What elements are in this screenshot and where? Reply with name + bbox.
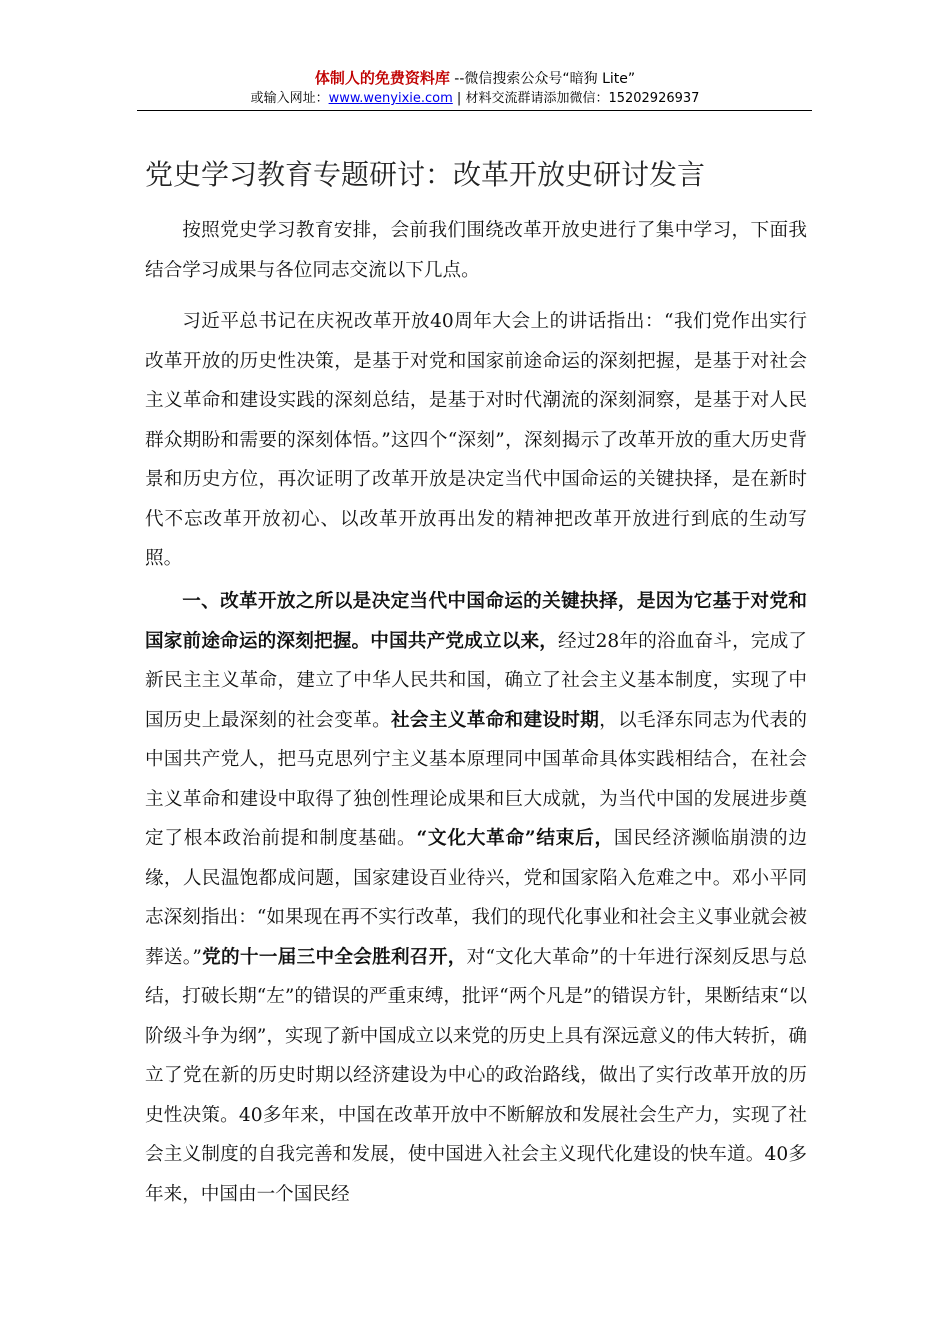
header-contact-line [0,90,950,108]
section-one-text-4: 对“文化大革命”的十年进行深刻反思与总结，打破长期“左”的错误的严重束缚，批评“两个凡是”的错误方针，果断结束“以阶级斗争为纲”，实现了新中国成立以来党的历史上具有深远意义的伟大转折，确立了党在新的历史时期以经济建设为中心的政治路线，做出了实行改革开放的历史性决策。40多年来，中国在改革开放中不断解放和发展社会生产力，实现了社会主义制度的自我完善和发展，使中国进入社会主义现代化建设的快车道。40多年来，中国由一个国民经 [145,946,807,1205]
paragraph-quote [145,302,807,579]
section-one-text-1: 经过28年的浴血奋斗，完成了新民主主义革命，建立了中华人民共和国，确立了社会主义基本制度，实现了中国历史上最深刻的社会变革。 [145,630,807,731]
header-website-link[interactable]: www.wenyixie.com [328,91,453,106]
section-one-lead-1: 中国共产党成立以来， [370,630,559,652]
document-title: 党史学习教育专题研讨：改革开放史研讨发言 [145,158,706,191]
header-banner [0,68,950,89]
paragraph-intro [145,211,807,290]
header-divider [137,110,812,111]
paragraph-intro-text: 按照党史学习教育安排，会前我们围绕改革开放史进行了集中学习，下面我结合学习成果与各位同志交流以下几点。 [145,220,807,281]
section-one-text-3: 国民经济濒临崩溃的边缘，人民温饱都成问题，国家建设百业待兴，党和国家陷入危难之中。邓小平同志深刻指出：“如果现在再不实行改革，我们的现代化事业和社会主义事业就会被葬送。” [145,828,807,968]
paragraph-quote-text: 习近平总书记在庆祝改革开放40周年大会上的讲话指出：“我们党作出实行改革开放的历史性决策，是基于对党和国家前途命运的深刻把握，是基于对社会主义革命和建设实践的深刻总结，是基于对时代潮流的深刻洞察，是基于对人民群众期盼和需要的深刻体悟。”这四个“深刻”，深刻揭示了改革开放的重大历史背景和历史方位，再次证明了改革开放是决定当代中国命运的关键抉择，是在新时代不忘改革开放初心、以改革开放再出发的精神把改革开放进行到底的生动写照。 [145,311,807,569]
header-brand: 体制人的免费资料库 [314,69,450,87]
section-one-lead-4: 党的十一届三中全会胜利召开， [201,946,467,968]
header-wechat-note: --微信搜索公众号“暗狗 Lite” [449,71,636,87]
paragraph-section-one-text [145,582,807,1214]
paragraph-section-one [145,582,807,1214]
header-url-prefix: 或输入网址： [250,91,329,106]
section-one-lead-3: “文化大革命”结束后， [416,828,614,849]
header-contact: | 材料交流群请添加微信：15202926937 [452,91,700,106]
section-one-lead-2: 社会主义革命和建设时期 [391,709,600,731]
section-one-text-2: ，以毛泽东同志为代表的中国共产党人，把马克思列宁主义基本原理同中国革命具体实践相结合，在社会主义革命和建设中取得了独创性理论成果和巨大成就，为当代中国的发展进步奠定了根本政治前提和制度基础。 [145,709,807,849]
section-one-heading: 一、改革开放之所以是决定当代中国命运的关键抉择，是因为它基于对党和国家前途命运的深刻把握。 [145,591,807,652]
